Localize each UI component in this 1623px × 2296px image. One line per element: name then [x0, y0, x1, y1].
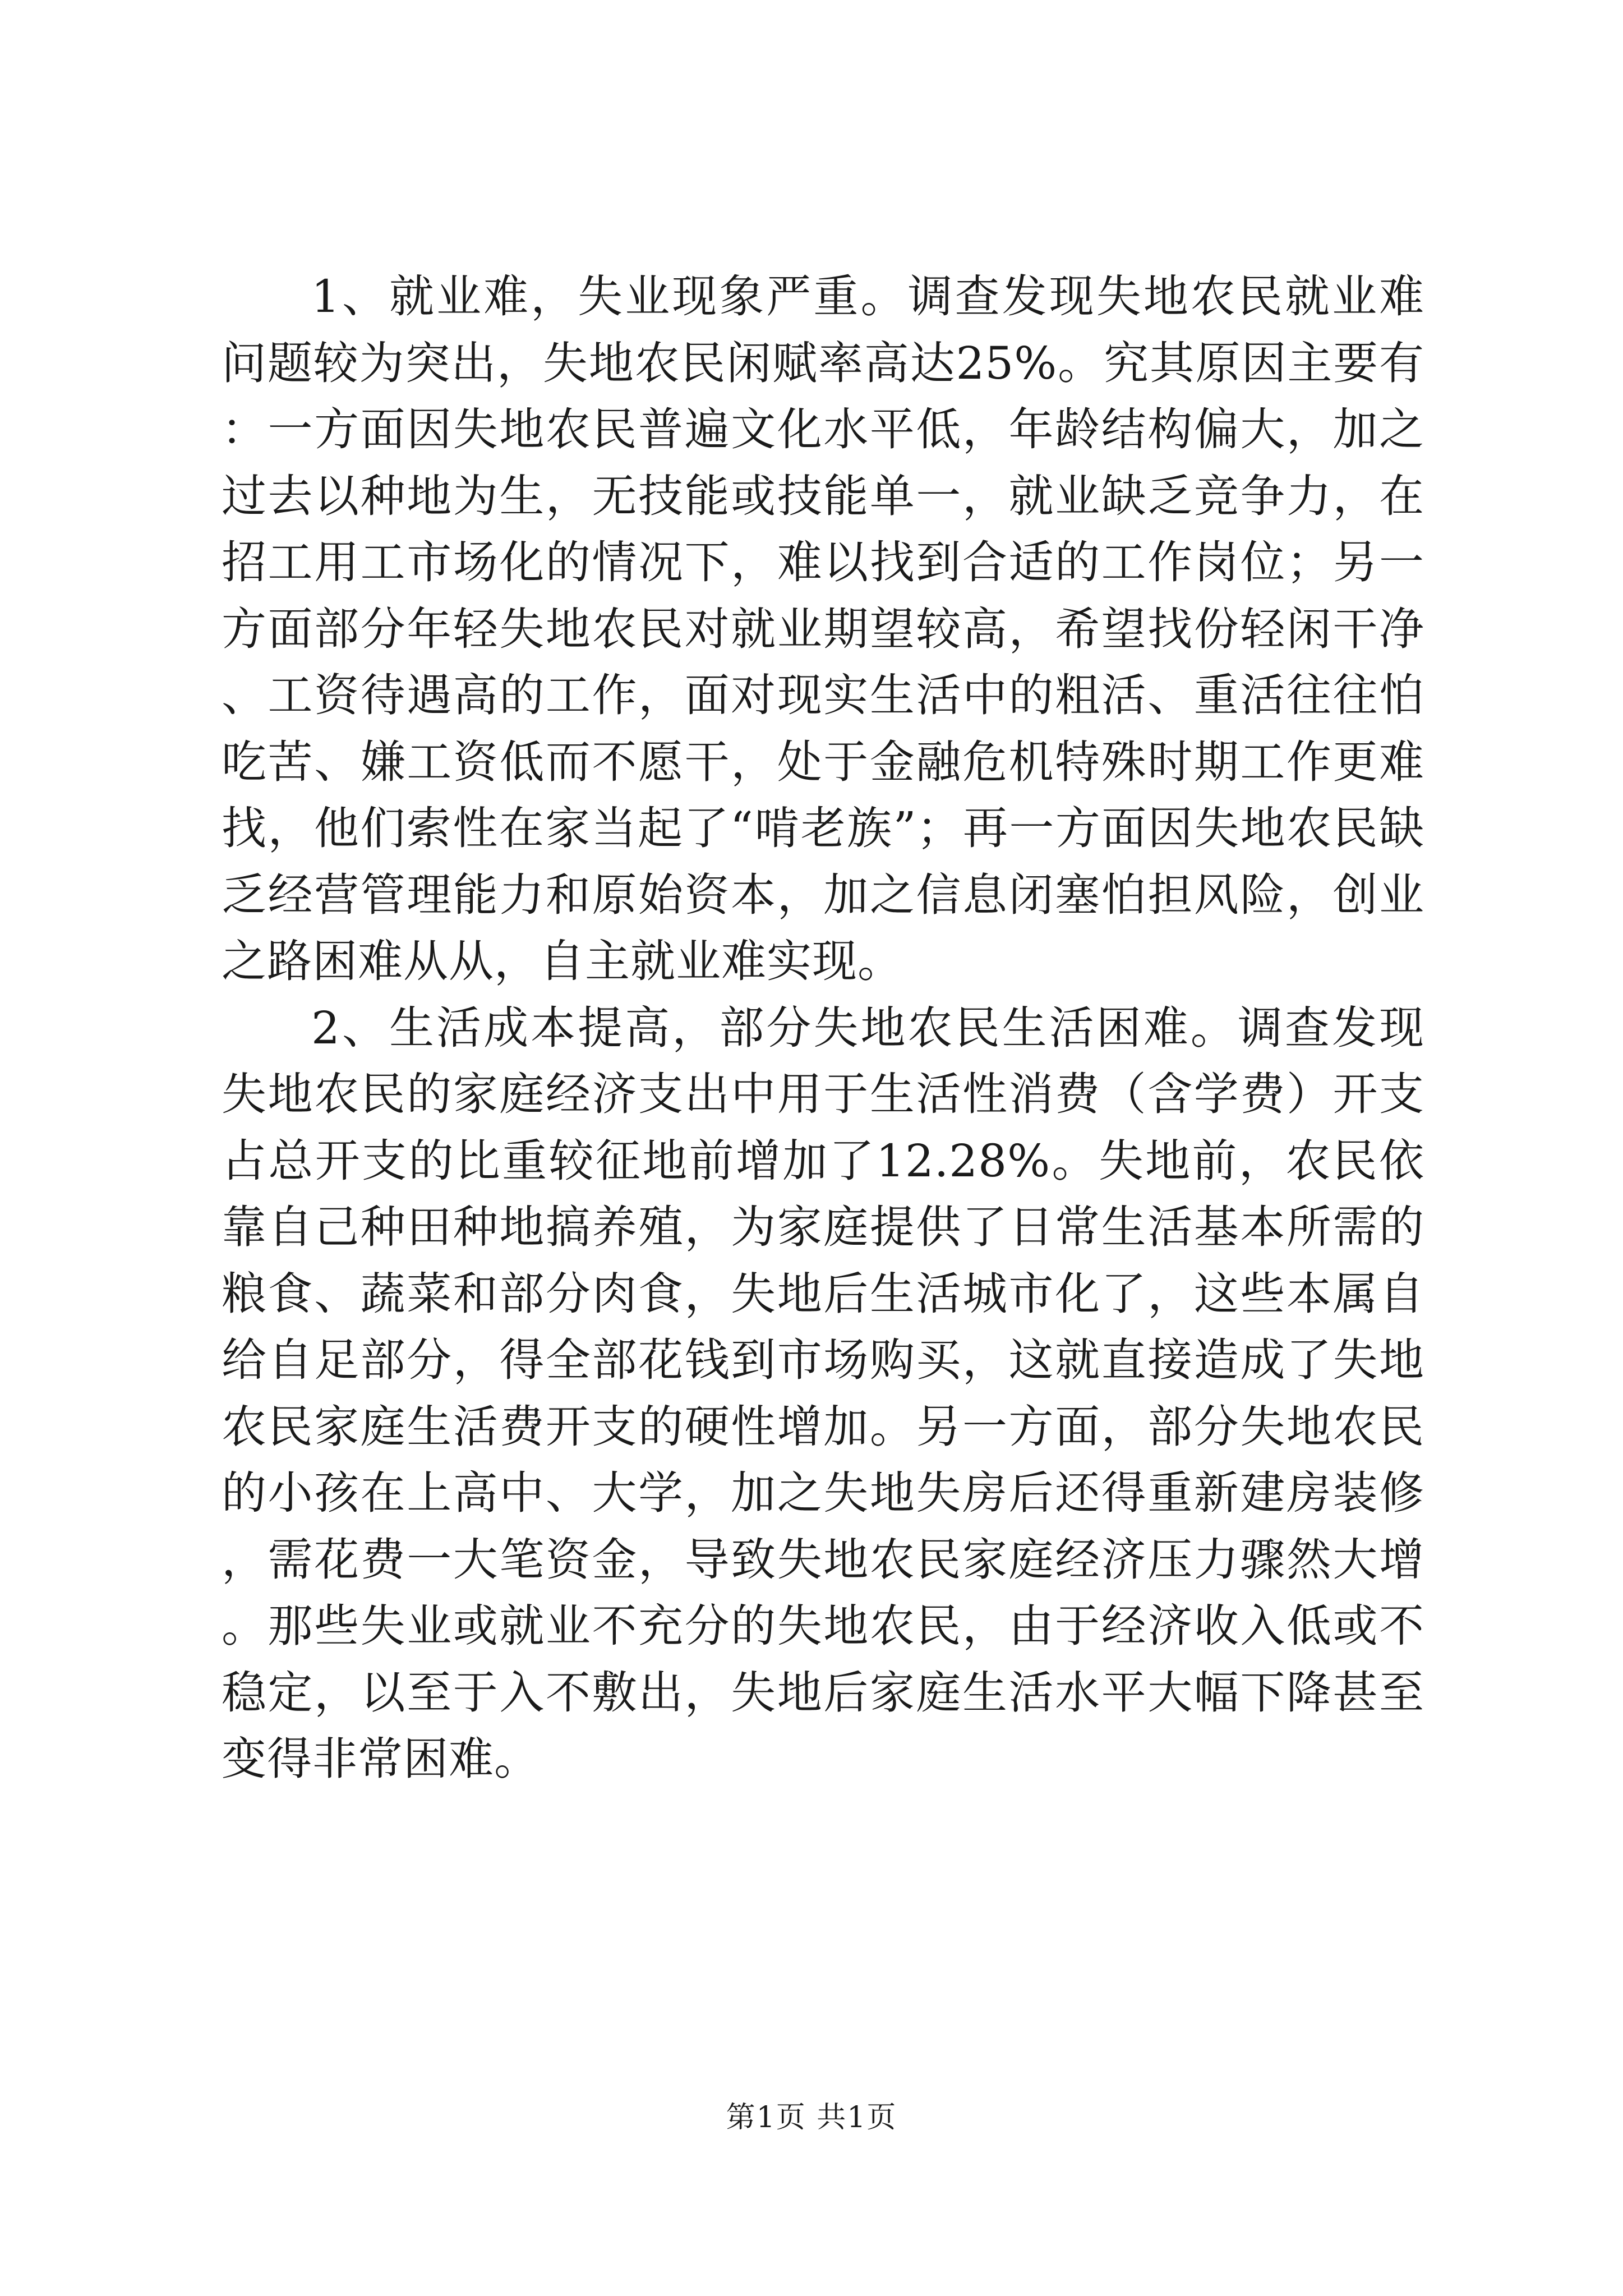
- page-footer: 第1页 共1页: [726, 2101, 897, 2134]
- paragraph-employment: 1、就业难，失业现象严重。调查发现失地农民就业难问题较为突出，失地农民闲赋率高达25%。究其原因主要有：一方面因失地农民普遍文化水平低，年龄结构偏大，加之过去以种地为生，无技能或技能单一，就业缺乏竞争力，在招工用工市场化的情况下，难以找到合适的工作岗位；另一方面部分年轻失地农民对就业期望较高，希望找份轻闲干净、工资待遇高的工作，面对现实生活中的粗活、重活往往怕吃苦、嫌工资低而不愿干，处于金融危机特殊时期工作更难找，他们索性在家当起了“啃老族”；再一方面因失地农民缺乏经营管理能力和原始资本，加之信息闭塞怕担风险，创业之路困难从从，自主就业难实现。: [222, 270, 1424, 987]
- document-body: [222, 264, 1424, 1793]
- paragraph-living-cost: 2、生活成本提高，部分失地农民生活困难。调查发现失地农民的家庭经济支出中用于生活性消费（含学费）开支占总开支的比重较征地前增加了12.28%。失地前，农民依靠自己种田种地搞养殖，为家庭提供了日常生活基本所需的粮食、蔬菜和部分肉食，失地后生活城市化了，这些本属自给自足部分，得全部花钱到市场购买，这就直接造成了失地农民家庭生活费开支的硬性增加。另一方面，部分失地农民的小孩在上高中、大学，加之失地失房后还得重新建房装修，需花费一大笔资金，导致失地农民家庭经济压力骤然大增。那些失业或就业不充分的失地农民，由于经济收入低或不稳定，以至于入不敷出，失地后家庭生活水平大幅下降甚至变得非常困难。: [222, 1001, 1424, 1785]
